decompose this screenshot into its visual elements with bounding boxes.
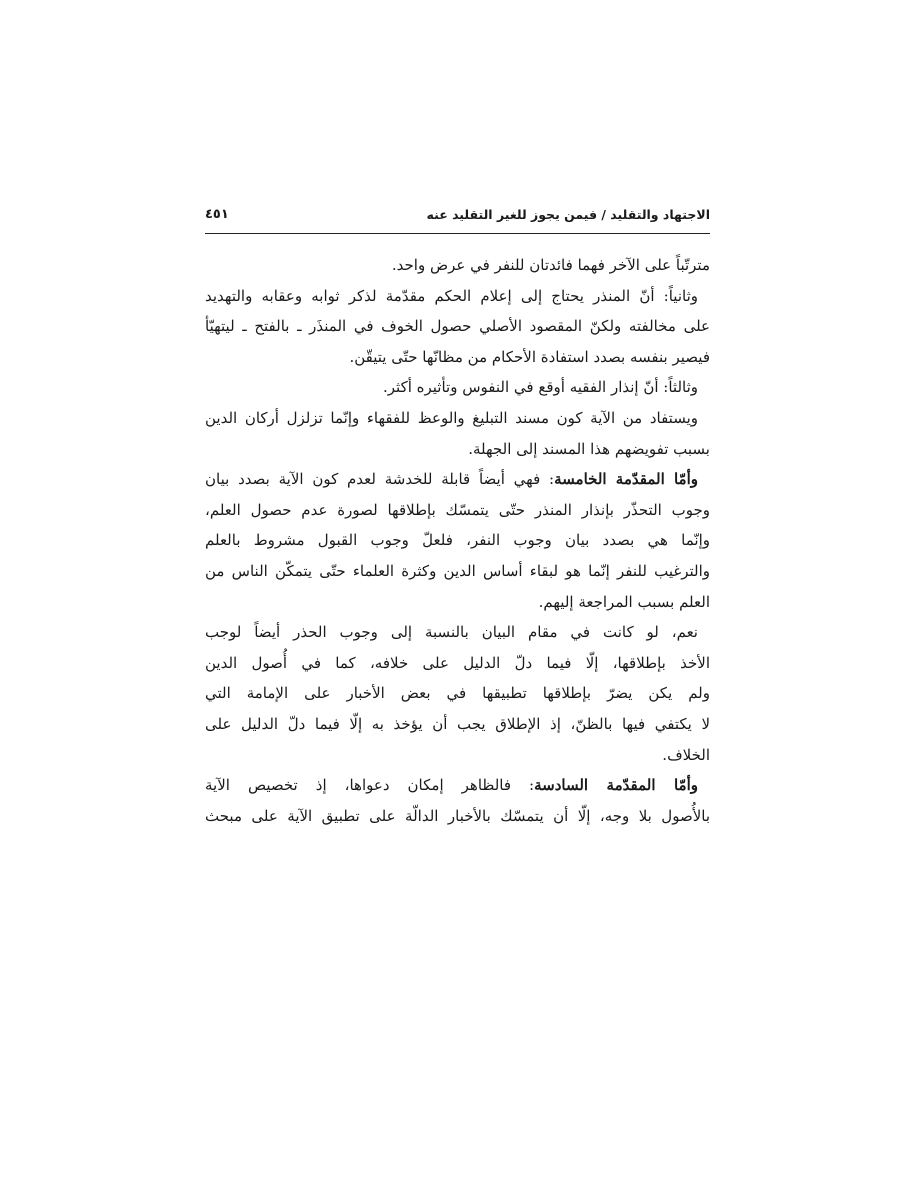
- text-line: [205, 617, 710, 648]
- line-text: الخلاف.: [662, 745, 710, 764]
- text-line: [205, 556, 710, 587]
- text-line: [205, 403, 710, 434]
- text-line: [205, 648, 710, 679]
- line-text: ويستفاد من الآية كون مسند التبليغ والوعظ للفقهاء وإنّما تزلزل أركان الدين: [205, 408, 698, 427]
- running-header: [205, 205, 710, 227]
- line-text: بسبب تفويضهم هذا المسند إلى الجهلة.: [468, 439, 710, 458]
- line-text: على مخالفته ولكنّ المقصود الأصلي حصول الخوف في المنذَر ـ بالفتح ـ ليتهيّأ: [205, 317, 710, 336]
- line-text: لا يكتفي فيها بالظنّ، إذ الإطلاق يجب أن يؤخذ به إلّا فيما دلّ الدليل على: [205, 714, 710, 733]
- body-text: [205, 250, 710, 831]
- line-text: مترتّباً على الآخر فهما فائدتان للنفر في عرض واحد.: [391, 256, 710, 274]
- text-line: [205, 525, 710, 556]
- text-line: [205, 281, 710, 312]
- text-line: [205, 434, 710, 465]
- text-line: [205, 311, 710, 342]
- text-line: [205, 709, 710, 740]
- text-line: [205, 372, 710, 403]
- line-text: : فالظاهر إمكان دعواها، إذ تخصيص الآية: [205, 776, 535, 795]
- line-text: فيصير بنفسه بصدد استفادة الأحكام من مظانّها حتّى يتيقّن.: [349, 347, 710, 366]
- text-line: [205, 740, 710, 771]
- page-number: ٤٥١: [205, 207, 229, 222]
- line-text: نعم، لو كانت في مقام البيان بالنسبة إلى وجوب الحذر أيضاً لوجب: [205, 623, 698, 642]
- line-text: العلم بسبب المراجعة إليهم.: [538, 592, 710, 611]
- line-text: : فهي أيضاً قابلة للخدشة لعدم كون الآية بصدد بيان: [205, 470, 555, 489]
- line-text: بالأُصول بلا وجه، إلّا أن يتمسّك بالأخبار الدالّة على تطبيق الآية على مبحث: [205, 806, 710, 825]
- bold-heading: وأمّا المقدّمة الخامسة: [554, 470, 699, 489]
- text-line: [205, 587, 710, 618]
- line-text: وإنّما هي بصدد بيان وجوب النفر، فلعلّ وجوب القبول مشروط بالعلم: [205, 531, 710, 550]
- line-text: وثالثاً: أنّ إنذار الفقيه أوقع في النفوس وتأثيره أكثر.: [383, 378, 698, 397]
- running-title: الاجتهاد والتقليد / فيمن يجوز للغير التقليد عنه: [426, 207, 710, 222]
- text-line: [205, 678, 710, 709]
- text-line: [205, 801, 710, 832]
- line-text: ولم يكن يضرّ بإطلاقها تطبيقها في بعض الأخبار على الإمامة التي: [205, 684, 710, 703]
- line-text: وجوب التحذّر بإنذار المنذر حتّى يتمسّك بإطلاقها لصورة عدم حصول العلم،: [205, 500, 710, 519]
- line-text: وثانياً: أنّ المنذر يحتاج إلى إعلام الحكم مقدّمة لذكر ثوابه وعقابه والتهديد: [205, 286, 698, 305]
- text-line: [205, 342, 710, 373]
- text-line: [205, 770, 710, 801]
- line-text: الأخذ بإطلاقها، إلّا فيما دلّ الدليل على خلافه، كما في أُصول الدين: [205, 653, 710, 672]
- bold-heading: وأمّا المقدّمة السادسة: [534, 776, 699, 795]
- header-rule: [205, 233, 710, 234]
- line-text: والترغيب للنفر إنّما هو لبقاء أساس الدين وكثرة العلماء حتّى يتمكّن الناس من: [205, 561, 710, 580]
- text-line: [205, 495, 710, 526]
- text-line: [205, 250, 710, 281]
- text-line: [205, 464, 710, 495]
